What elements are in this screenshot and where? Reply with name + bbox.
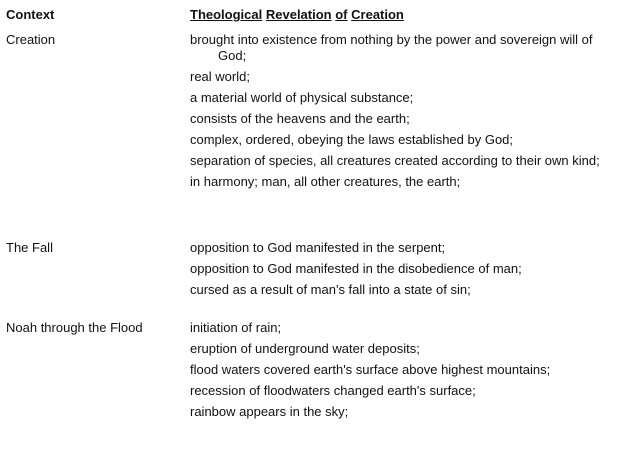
header-word: Theological: [190, 7, 263, 22]
header-word: Revelation: [265, 7, 332, 22]
list-item: cursed as a result of man's fall into a state of sin;: [190, 282, 471, 297]
context-column-header: Context: [6, 7, 55, 22]
list-item: brought into existence from nothing by the power and sovereign will of God;: [190, 32, 593, 63]
list-item: real world;: [190, 69, 250, 84]
list-item: complex, ordered, obeying the laws established by God;: [190, 132, 514, 147]
context-label: The Fall: [6, 240, 53, 255]
list-item: initiation of rain;: [190, 320, 282, 335]
list-item: a material world of physical substance;: [190, 90, 414, 105]
list-item: separation of species, all creatures created according to their own kind;: [190, 153, 600, 168]
context-label: Noah through the Flood: [6, 320, 143, 335]
header-word: of: [335, 7, 348, 22]
list-item: consists of the heavens and the earth;: [190, 111, 410, 126]
entry-list: [190, 320, 608, 425]
list-item: opposition to God manifested in the serpent;: [190, 240, 446, 255]
list-item: eruption of underground water deposits;: [190, 341, 420, 356]
list-item: flood waters covered earth's surface above highest mountains;: [190, 362, 551, 377]
list-item: in harmony; man, all other creatures, the earth;: [190, 174, 461, 189]
list-item: rainbow appears in the sky;: [190, 404, 349, 419]
header-word: Creation: [351, 7, 404, 22]
theology-column-header: [190, 7, 404, 22]
list-item: opposition to God manifested in the disobedience of man;: [190, 261, 522, 276]
list-item: recession of floodwaters changed earth's surface;: [190, 383, 476, 398]
entry-list: [190, 240, 608, 303]
table-header: [0, 7, 624, 27]
entry-list: [190, 32, 608, 195]
context-label: Creation: [6, 32, 56, 47]
